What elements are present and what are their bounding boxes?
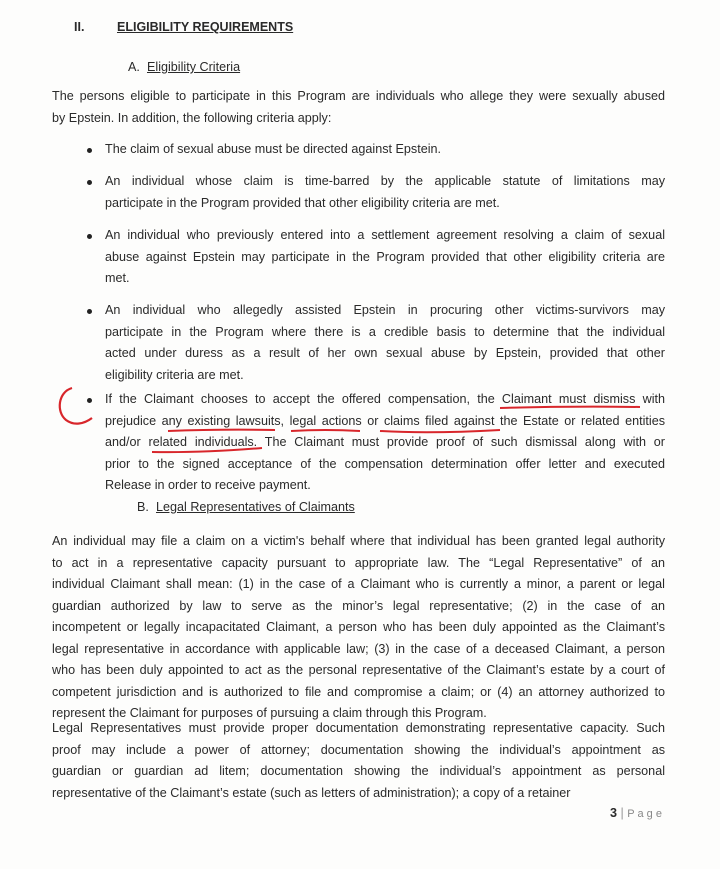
page-separator: | xyxy=(620,806,628,820)
text-line: eligibility criteria are met. xyxy=(105,367,244,382)
text-line: abuse against Epstein may participate in the Program provided that other eligibility criteria are xyxy=(105,249,665,264)
section-title: ELIGIBILITY REQUIREMENTS xyxy=(117,20,294,34)
bullet-dot xyxy=(87,309,92,314)
section-number: II. xyxy=(74,20,85,34)
page-word: P a g e xyxy=(627,808,662,820)
page-number: 3 xyxy=(610,806,618,820)
text-line: prejudice any existing lawsuits, legal actions or claims filed against the Estate or related entities xyxy=(105,413,665,428)
subsection-a-title: Eligibility Criteria xyxy=(147,60,241,74)
text-line: acted under duress as a result of her own sexual abuse by Epstein, provided that other xyxy=(105,346,665,360)
text-line: met. xyxy=(105,271,130,285)
bullet-item xyxy=(105,171,665,214)
text-line: representative of the Claimant’s estate (such as letters of administration); a copy of a retainer xyxy=(52,785,571,800)
text-line: proof may include a power of attorney; documentation showing the individual’s appointment as xyxy=(52,742,665,757)
text-line: participate in the Program provided that other eligibility criteria are met. xyxy=(105,195,500,210)
text-line: An individual who allegedly assisted Epstein in procuring other victims-survivors may xyxy=(105,303,665,317)
text-line: prior to the signed acceptance of the compensation determination offer letter and executed xyxy=(105,456,665,471)
bullet-item xyxy=(105,139,665,161)
subsection-b-label: B. xyxy=(137,500,149,514)
circle-annotation xyxy=(60,388,92,424)
bullet-dot xyxy=(87,234,92,239)
text-line: guardian or guardian ad litem; documentation showing the individual’s appointment as personal xyxy=(52,764,665,778)
documentation-paragraph xyxy=(52,718,665,804)
subsection-b-title: Legal Representatives of Claimants xyxy=(156,500,355,514)
text-line: legal representative in accordance with applicable law; (3) in the case of a deceased Claimant, a person xyxy=(52,641,665,656)
text-line: participate in the Program where there is a credible basis to determine that the individual xyxy=(105,324,665,339)
text-line: An individual whose claim is time-barred by the applicable statute of limitations may xyxy=(105,174,665,188)
bullet-item-highlighted xyxy=(105,389,665,497)
text-line: An individual may file a claim on a victim's behalf where that individual has been granted legal authority xyxy=(52,534,665,548)
subsection-a-label: A. xyxy=(128,60,140,74)
text-line: Release in order to receive payment. xyxy=(105,478,311,492)
text-line: represent the Claimant for purposes of pursuing a claim through this Program. xyxy=(52,706,487,720)
legal-representative-paragraph xyxy=(52,531,665,725)
text-line: and/or related individuals. The Claimant must provide proof of such dismissal along with or xyxy=(105,435,665,449)
text-line: Legal Representatives must provide proper documentation demonstrating representative capacity. Such xyxy=(52,721,665,735)
text-line: If the Claimant chooses to accept the offered compensation, the Claimant must dismiss with xyxy=(105,392,665,406)
bullet-item xyxy=(105,225,665,290)
text-line: The claim of sexual abuse must be directed against Epstein. xyxy=(105,142,442,156)
text-line: who has been duly appointed to act as the personal representative of the Claimant’s estate by a court of xyxy=(52,663,665,677)
text-line: guardian authorized by law to serve as the minor’s legal representative; (2) in the case of an xyxy=(52,598,665,613)
bullet-dot xyxy=(87,180,92,185)
text-line: by Epstein. In addition, the following criteria apply: xyxy=(52,110,332,125)
text-line: to act in a representative capacity pursuant to appropriate law. The “Legal Representative” of an xyxy=(52,555,665,570)
bullet-dot xyxy=(87,148,92,153)
bullet-dot xyxy=(87,398,92,403)
text-line: individual Claimant shall mean: (1) in the case of a Claimant who is currently a minor, a parent or legal xyxy=(52,577,665,591)
text-line: An individual who previously entered into a settlement agreement resolving a claim of sexual xyxy=(105,228,665,242)
page-footer xyxy=(610,806,662,820)
text-line: incompetent or legally incapacitated Claimant, a person who has been duly appointed as the Claimant’s xyxy=(52,620,665,634)
text-line: The persons eligible to participate in this Program are individuals who allege they were sexually abused xyxy=(52,89,665,103)
bullet-item xyxy=(105,300,665,386)
intro-paragraph xyxy=(52,86,665,129)
text-line: competent jurisdiction and is authorized to file and compromise a claim; or (4) an attorney authorized to xyxy=(52,684,665,699)
